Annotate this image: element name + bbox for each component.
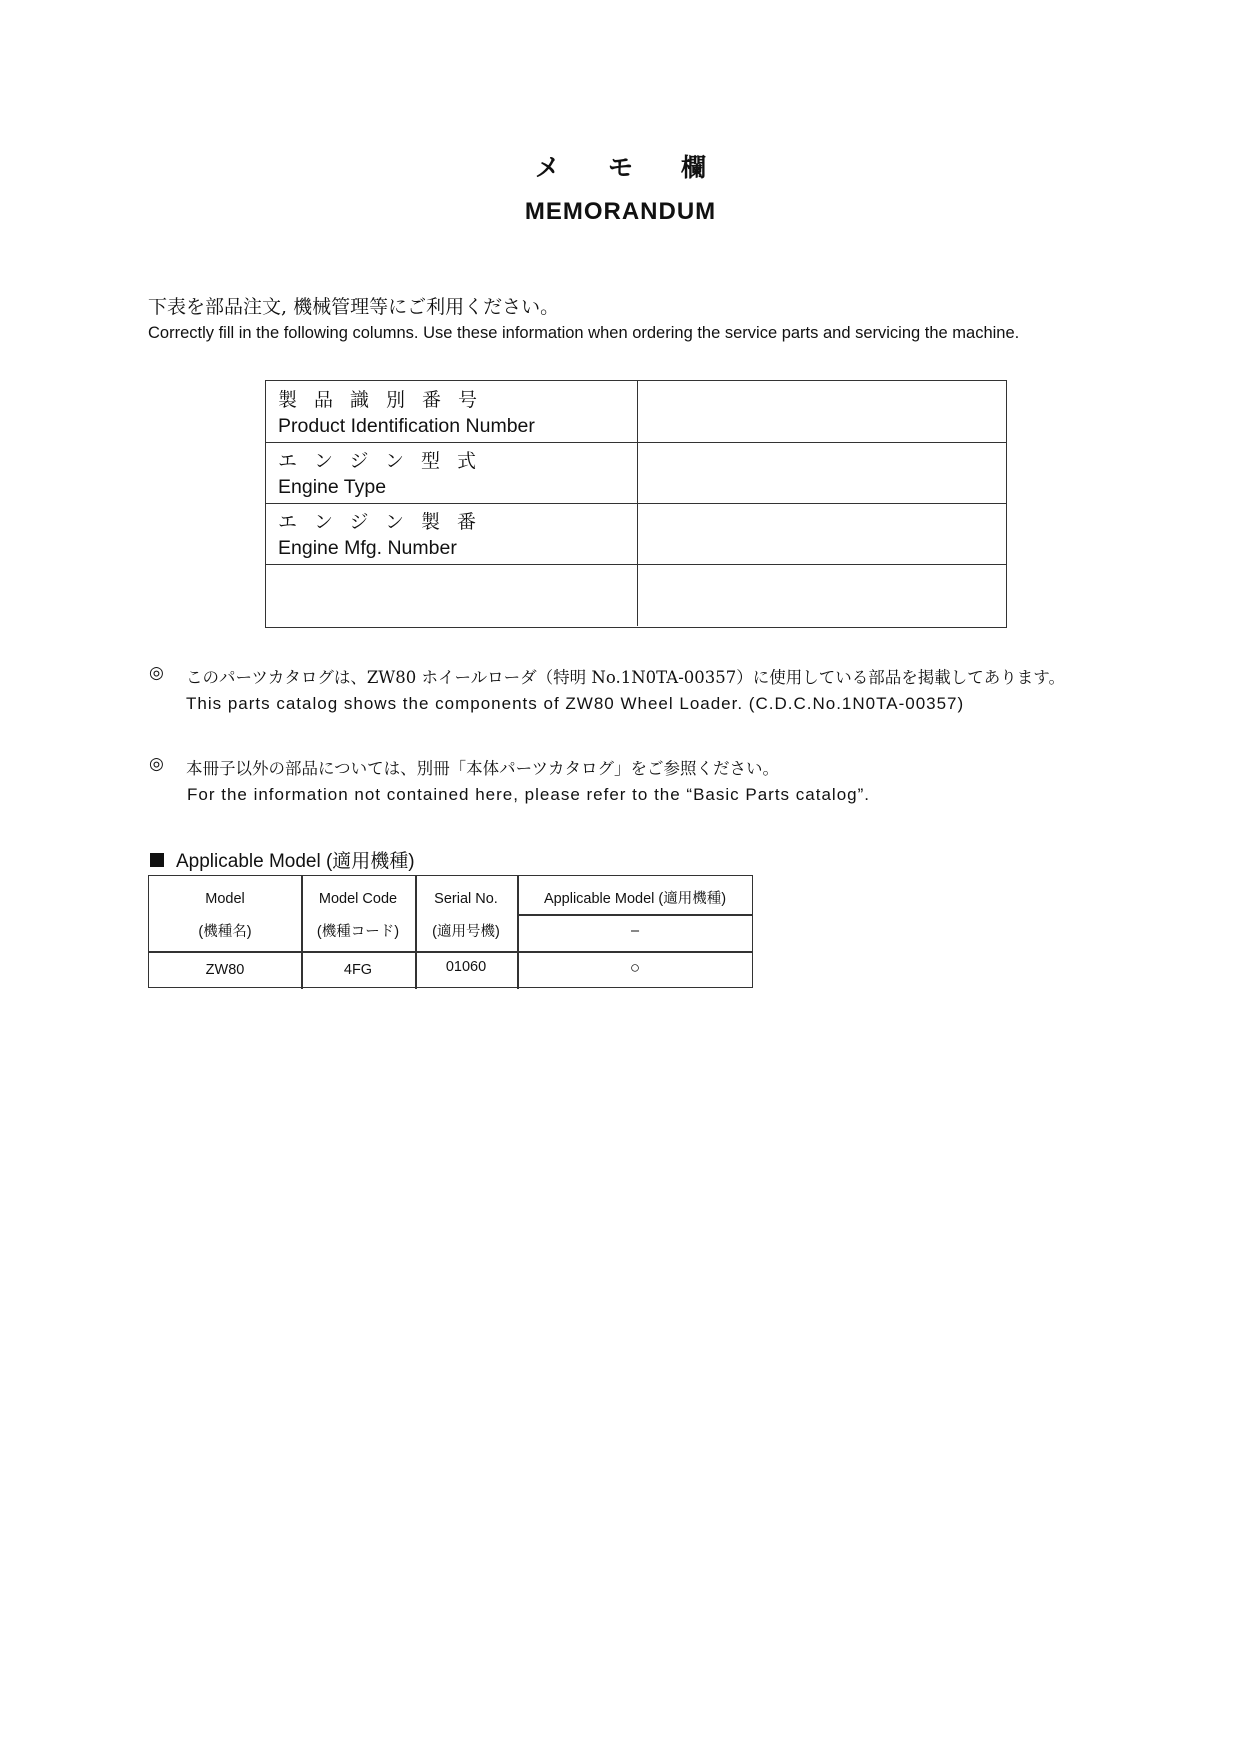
header-model-code: Model Code xyxy=(318,891,398,907)
memo-label-en: Product Identification Number xyxy=(278,415,535,437)
applicable-model-table xyxy=(148,875,753,988)
table-divider xyxy=(517,914,752,916)
cell-serial: 01060 xyxy=(445,959,487,975)
applicable-circle-icon: ○ xyxy=(629,958,641,977)
memo-row-product-id xyxy=(266,381,1006,443)
intro-text-en: Correctly fill in the following columns. Use these information when ordering the service parts and servicing the machine. xyxy=(148,324,1020,342)
table-divider xyxy=(149,951,752,953)
note-text-jp: 本冊子以外の部品については、別冊「本体パーツカタログ」をご参照ください。 xyxy=(186,759,780,778)
memo-label-cell xyxy=(266,442,638,503)
intro-text-jp: 下表を部品注文, 機械管理等にご利用ください。 xyxy=(148,296,560,318)
memo-label-jp: 製品識別番号 xyxy=(278,389,495,411)
cell-model: ZW80 xyxy=(205,962,245,978)
note-mark: ◎ xyxy=(149,663,164,683)
memo-row-blank xyxy=(266,564,1006,626)
header-serial: Serial No. xyxy=(434,891,498,907)
note-text-en: This parts catalog shows the components of ZW80 Wheel Loader. (C.D.C.No.1N0TA-00357) xyxy=(186,694,965,713)
cell-model-code: 4FG xyxy=(343,962,373,978)
page-title-jp: メモ欄 xyxy=(534,153,754,182)
product-id-field[interactable] xyxy=(638,381,1006,442)
header-applicable: Applicable Model (適用機種) xyxy=(543,891,727,907)
memo-label-cell xyxy=(266,503,638,564)
engine-type-field[interactable] xyxy=(638,442,1006,503)
header-serial-jp: (適用号機) xyxy=(432,924,500,940)
header-model-jp: (機種名) xyxy=(198,924,252,940)
page-title: MEMORANDUM xyxy=(524,198,717,225)
square-bullet-icon xyxy=(150,853,164,867)
memo-blank-label-field[interactable] xyxy=(266,564,638,626)
memo-label-cell xyxy=(266,381,638,442)
header-model: Model xyxy=(205,891,245,907)
memo-label-jp: エンジン製番 xyxy=(278,511,494,533)
engine-mfg-field[interactable] xyxy=(638,503,1006,564)
memo-label-en: Engine Type xyxy=(278,476,387,498)
memo-row-engine-mfg xyxy=(266,503,1006,565)
memo-blank-value-field[interactable] xyxy=(638,564,1006,626)
memo-row-engine-type xyxy=(266,442,1006,504)
header-model-code-jp: (機種コード) xyxy=(316,924,400,940)
applicable-model-heading xyxy=(150,846,415,873)
memo-label-jp: エンジン型式 xyxy=(278,450,494,472)
note-text-en: For the information not contained here, please refer to the “Basic Parts catalog”. xyxy=(187,785,870,804)
applicable-model-heading-text: Applicable Model (適用機種) xyxy=(176,851,415,872)
memo-table xyxy=(265,380,1007,628)
note-mark: ◎ xyxy=(149,754,164,774)
header-applicable-sub: – xyxy=(630,923,640,939)
note-text-jp: このパーツカタログは、ZW80 ホイールローダ（特明 No.1N0TA-00357）に使用している部品を掲載してあります。 xyxy=(186,668,1065,687)
memo-label-en: Engine Mfg. Number xyxy=(278,537,457,559)
